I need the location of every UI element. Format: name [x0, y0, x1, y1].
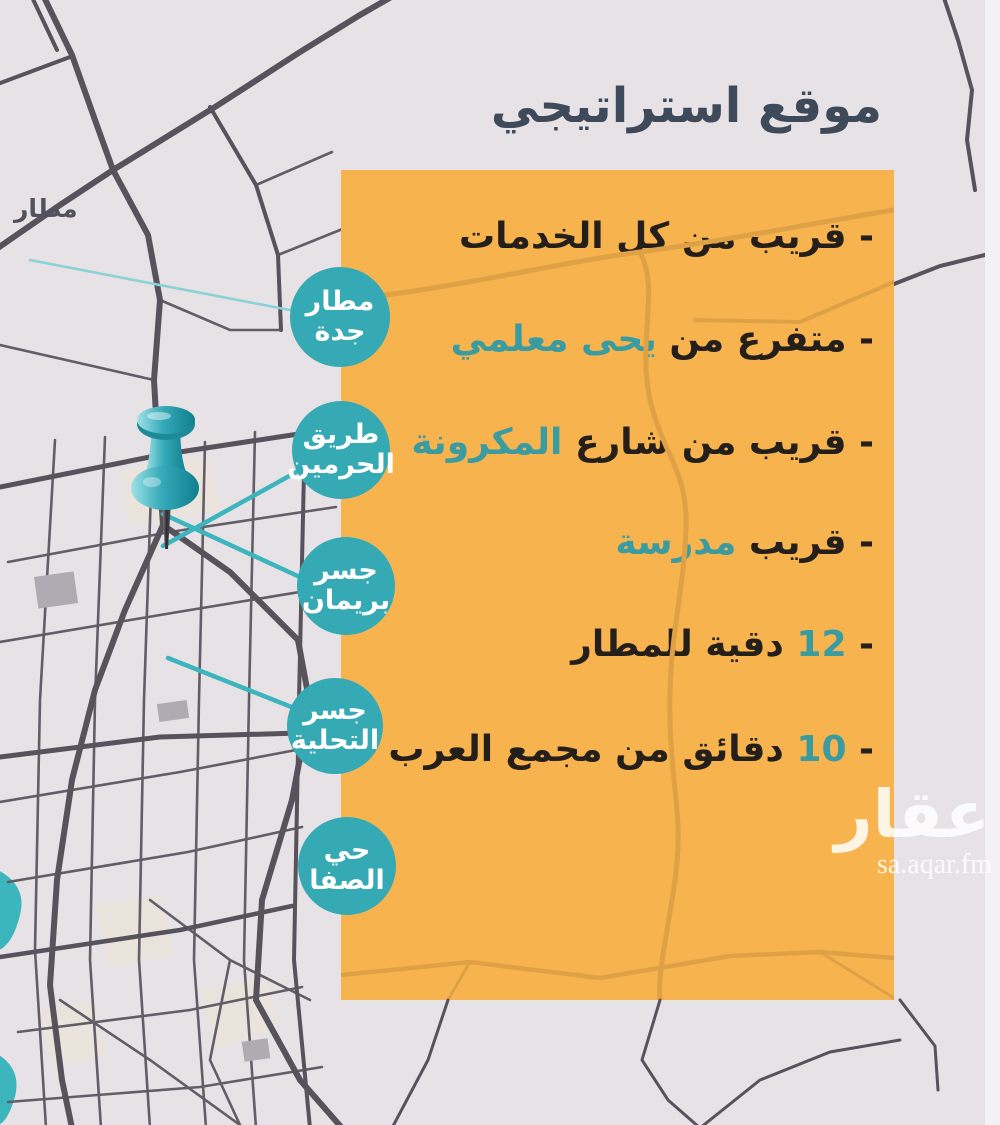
bullet-highlight: مدرسة	[615, 522, 737, 563]
bullet-text: - قريب	[736, 522, 874, 563]
bullet-text: - قريب من شارع	[562, 422, 874, 463]
bullet-text: دقائق من مجمع العرب	[388, 729, 797, 770]
badge-safa-district	[298, 817, 396, 915]
badge-breiman-bridge	[297, 537, 395, 635]
bullet-text: -	[846, 729, 874, 770]
panel-exit-roads	[392, 1000, 700, 1125]
badge-haramain-road	[287, 401, 395, 499]
badge-line2: الصفا	[309, 865, 385, 896]
bullet-text: دقية للمطار	[571, 624, 797, 665]
bullet-highlight: المكرونة	[411, 422, 563, 463]
badge-line1: حي	[323, 834, 371, 866]
badge-line2: الحرمين	[287, 449, 395, 480]
leader-tahlia	[168, 658, 294, 708]
bullet-text: -	[846, 624, 874, 665]
page-title: موقع استراتيجي	[490, 78, 882, 134]
badge-line1: مطار	[305, 285, 375, 317]
bullet-text: - متفرع من	[656, 319, 874, 360]
panel-tinted-roads	[341, 210, 894, 1000]
badge-line2: جدة	[314, 316, 366, 347]
leader-airport	[30, 260, 295, 311]
bullet-highlight: 10	[796, 729, 847, 770]
aqar-site-url: sa.aqar.fm	[876, 849, 992, 880]
badge-line1: جسر	[303, 694, 367, 726]
badge-tahlia-bridge	[287, 678, 383, 774]
badge-line1: طريق	[302, 418, 380, 450]
badge-line2: التحلية	[290, 725, 380, 756]
bullet-highlight: يحى معلمي	[450, 319, 657, 360]
leader-breiman	[163, 514, 302, 578]
aqar-logo: عقار	[834, 776, 990, 853]
badge-jeddah-airport	[290, 267, 390, 367]
badge-line2: بريمان	[301, 585, 391, 616]
map-airport-label: مطار	[14, 194, 78, 223]
bullet-text: - قريب من كل الخدمات	[458, 216, 874, 257]
bullet-highlight: 12	[796, 624, 847, 665]
badge-line1: جسر	[314, 554, 378, 586]
